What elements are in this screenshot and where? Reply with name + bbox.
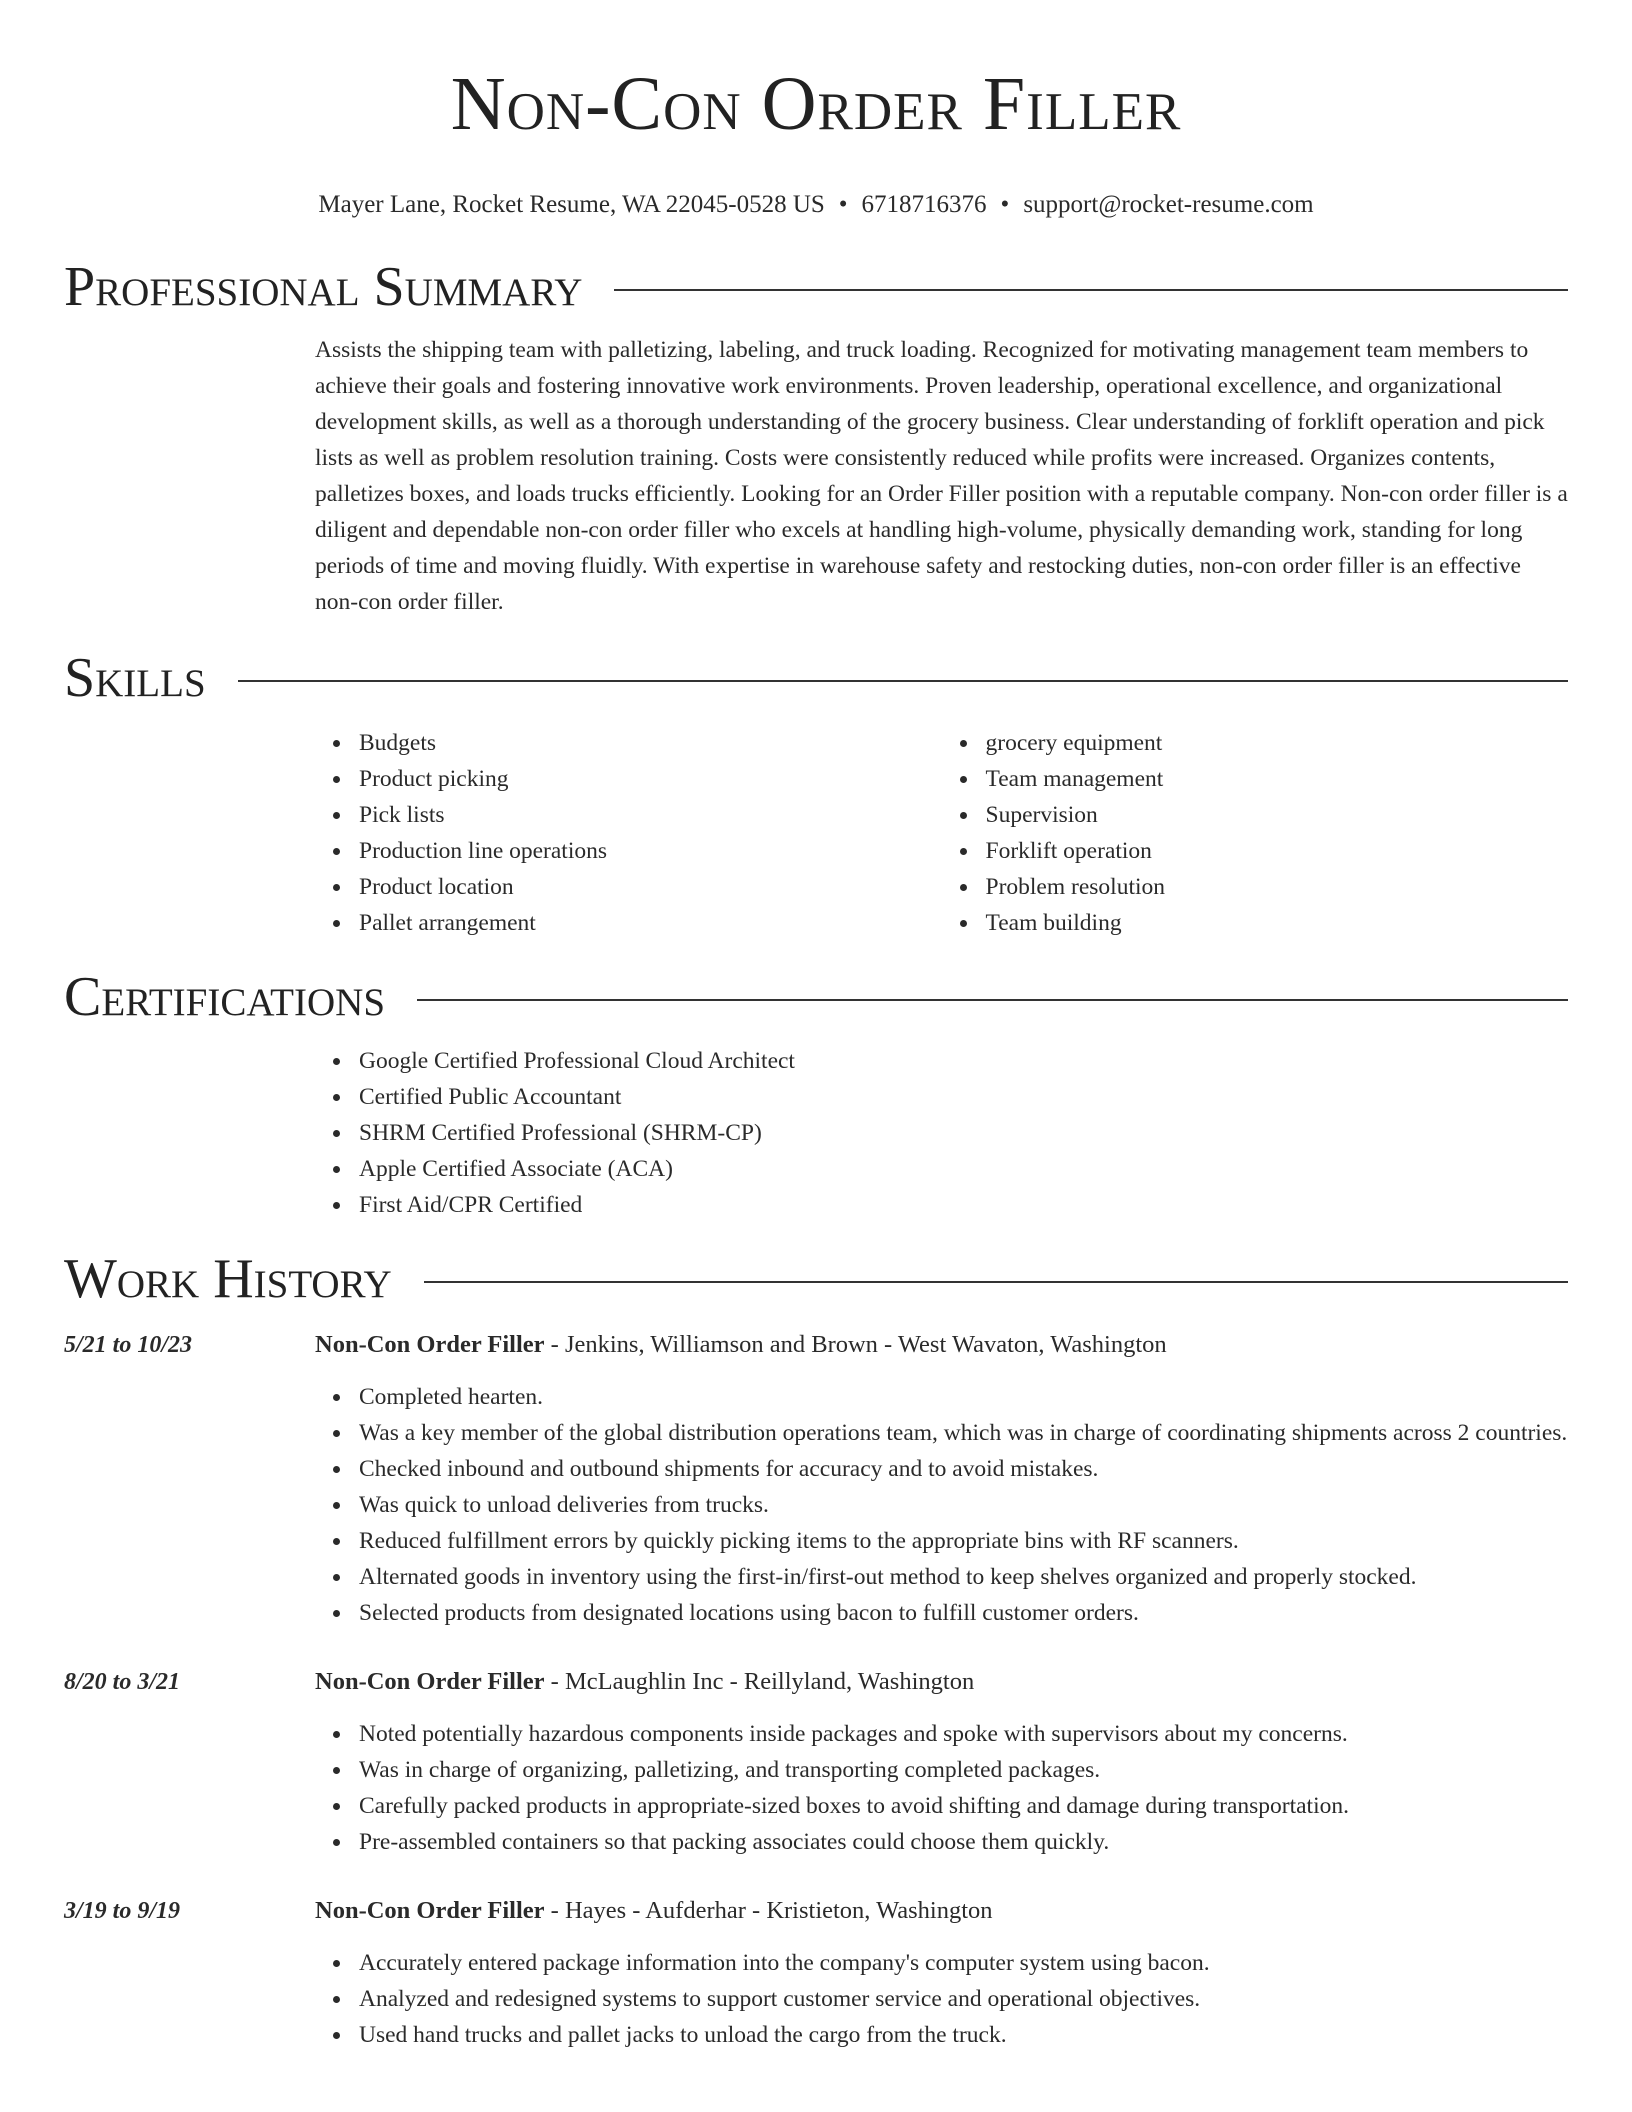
job-dates: 5/21 to 10/23 [64,1332,193,1358]
job-bullets [315,1379,1568,1631]
certifications-body [315,1043,1568,1223]
job-employer: - Hayes - Aufderhar - Kristieton, Washington [544,1897,993,1924]
skill-item: Team management [986,761,1569,797]
contact-line [64,188,1568,222]
certification-item: Google Certified Professional Cloud Architect [359,1043,1568,1079]
skill-item: Supervision [986,797,1569,833]
job-bullet: Reduced fulfillment errors by quickly picking items to the appropriate bins with RF scanners. [359,1523,1568,1559]
job-entry [64,1664,1568,1860]
work-history-heading: Work History [64,1248,392,1310]
job-bullet: Selected products from designated locations using bacon to fulfill customer orders. [359,1595,1568,1631]
skills-section-header [64,646,1568,710]
skill-item: Problem resolution [986,869,1569,905]
contact-email: support@rocket-resume.com [1023,191,1314,218]
job-role: Non-Con Order Filler [315,1331,545,1358]
skills-list-right [942,725,1569,941]
summary-body [315,332,1568,620]
contact-phone: 6718716376 [861,191,987,218]
certification-item: Certified Public Accountant [359,1079,1568,1115]
certification-item: SHRM Certified Professional (SHRM-CP) [359,1115,1568,1151]
certification-item: First Aid/CPR Certified [359,1187,1568,1223]
skill-item: grocery equipment [986,725,1569,761]
skills-heading: Skills [64,647,206,709]
job-bullet: Was a key member of the global distribution operations team, which was in charge of coordinating shipments across 2 countries. [359,1415,1568,1451]
certifications-list [315,1043,1568,1223]
job-dates: 8/20 to 3/21 [64,1669,181,1695]
skill-item: Product picking [359,761,942,797]
job-employer: - McLaughlin Inc - Reillyland, Washington [544,1668,975,1695]
job-bullet: Used hand trucks and pallet jacks to unload the cargo from the truck. [359,2017,1568,2053]
job-bullet: Was quick to unload deliveries from trucks. [359,1487,1568,1523]
resume-page [64,0,1568,2053]
candidate-name: Non-Con Order Filler [450,62,1182,146]
job-bullet: Carefully packed products in appropriate-sized boxes to avoid shifting and damage during transportation. [359,1788,1568,1824]
job-bullet: Completed hearten. [359,1379,1568,1415]
job-title-line [315,1893,1568,1929]
certifications-heading: Certifications [64,966,386,1028]
job-employer: - Jenkins, Williamson and Brown - West Wavaton, Washington [544,1331,1167,1358]
certification-item: Apple Certified Associate (ACA) [359,1151,1568,1187]
job-entry [64,1327,1568,1631]
certifications-section-header [64,965,1568,1029]
job-bullet: Was in charge of organizing, palletizing, and transporting completed packages. [359,1752,1568,1788]
work-history-section-header [64,1247,1568,1311]
job-bullet: Noted potentially hazardous components inside packages and spoke with supervisors about my concerns. [359,1716,1568,1752]
skill-item: Team building [986,905,1569,941]
job-dates: 3/19 to 9/19 [64,1898,181,1924]
job-bullets [315,1945,1568,2053]
skill-item: Production line operations [359,833,942,869]
job-bullet: Accurately entered package information into the company's computer system using bacon. [359,1945,1568,1981]
job-bullets [315,1716,1568,1860]
summary-heading: Professional Summary [64,256,583,318]
contact-separator: • [838,191,848,218]
job-role: Non-Con Order Filler [315,1668,545,1695]
skills-list-left [315,725,942,941]
section-divider [238,680,1568,682]
contact-address: Mayer Lane, Rocket Resume, WA 22045-0528 US [318,191,825,218]
job-bullet: Alternated goods in inventory using the first-in/first-out method to keep shelves organized and properly stocked. [359,1559,1568,1595]
job-title-line [315,1664,1568,1700]
job-role: Non-Con Order Filler [315,1897,545,1924]
summary-text: Assists the shipping team with palletizing, labeling, and truck loading. Recognized for motivating management team members to achieve their goals and fostering innovative work environments. Proven leadership, operational excellence, and organizational development skills, as well as a thorough understanding of the grocery business. Clear understanding of forklift operation and pick lists as well as problem resolution training. Costs were consistently reduced while profits were increased. Organizes contents, palletizes boxes, and loads trucks efficiently. Looking for an Order Filler position with a reputable company. Non-con order filler is a diligent and dependable non-con order filler who excels at handling high-volume, physically demanding work, standing for long periods of time and moving fluidly. With expertise in warehouse safety and restocking duties, non-con order filler is an effective non-con order filler. [315,337,1568,615]
job-bullet: Checked inbound and outbound shipments for accuracy and to avoid mistakes. [359,1451,1568,1487]
job-bullet: Analyzed and redesigned systems to support customer service and operational objectives. [359,1981,1568,2017]
summary-section-header [64,255,1568,319]
section-divider [424,1281,1568,1283]
skill-item: Forklift operation [986,833,1569,869]
skills-grid [315,725,1568,941]
contact-separator: • [1000,191,1010,218]
job-title-line [315,1327,1568,1363]
skill-item: Product location [359,869,942,905]
job-bullet: Pre-assembled containers so that packing associates could choose them quickly. [359,1824,1568,1860]
skill-item: Pallet arrangement [359,905,942,941]
skill-item: Pick lists [359,797,942,833]
section-divider [614,289,1568,291]
skill-item: Budgets [359,725,942,761]
section-divider [417,999,1568,1001]
job-entry [64,1893,1568,2053]
